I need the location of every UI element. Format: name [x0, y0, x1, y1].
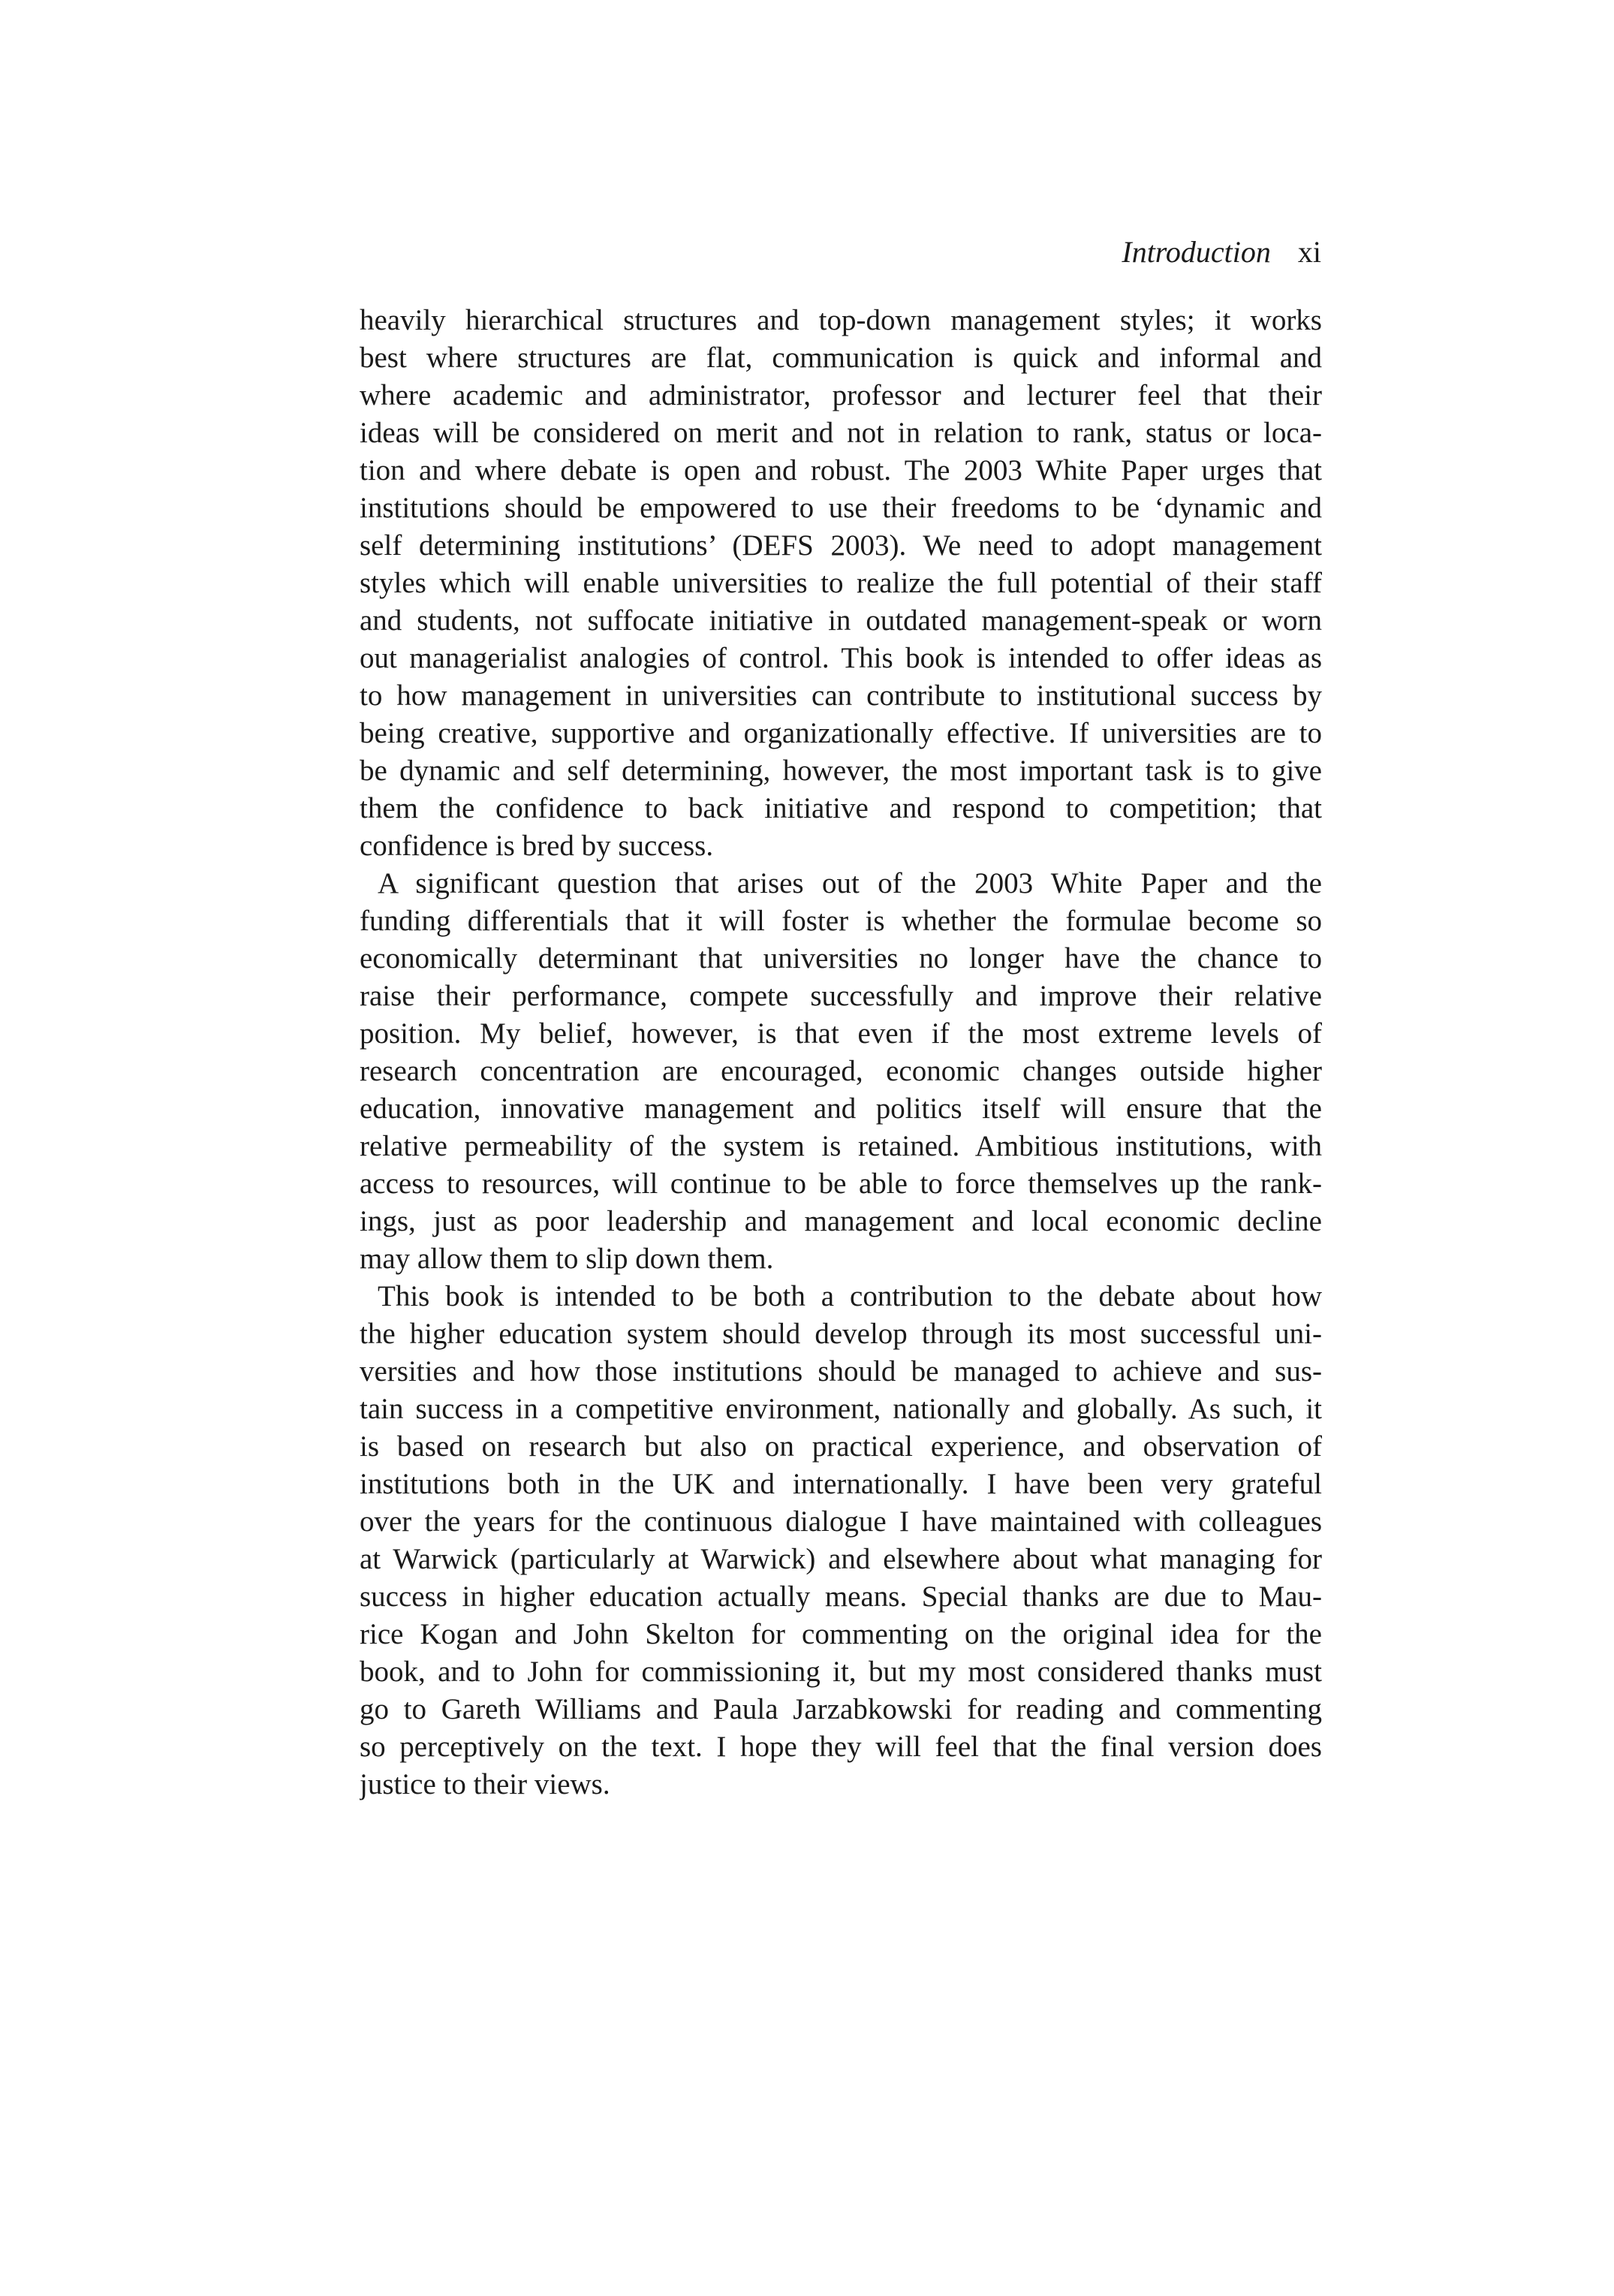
- running-header: [1122, 234, 1321, 270]
- text-line: tain success in a competitive environment, nationally and globally. As such, it: [360, 1393, 1322, 1425]
- text-line: the higher education system should develop through its most successful uni-: [360, 1318, 1322, 1350]
- text-line: where academic and administrator, professor and lecturer feel that their: [360, 379, 1322, 411]
- paragraph: [360, 1278, 1322, 1803]
- paragraph: [360, 302, 1322, 865]
- text-line: so perceptively on the text. I hope they will feel that the final version does: [360, 1731, 1322, 1763]
- text-line: raise their performance, compete successfully and improve their relative: [360, 980, 1322, 1012]
- text-line: economically determinant that universities no longer have the chance to: [360, 942, 1322, 975]
- text-line: to how management in universities can contribute to institutional success by: [360, 679, 1322, 712]
- text-line: A significant question that arises out of the 2003 White Paper and the: [378, 867, 1322, 899]
- text-line: versities and how those institutions should be managed to achieve and sus-: [360, 1355, 1322, 1388]
- text-line: ideas will be considered on merit and not in relation to rank, status or loca-: [360, 417, 1322, 449]
- text-line: them the confidence to back initiative and respond to competition; that: [360, 792, 1322, 824]
- text-line: go to Gareth Williams and Paula Jarzabkowski for reading and commenting: [360, 1693, 1322, 1725]
- text-line: and students, not suffocate initiative in outdated management-speak or worn: [360, 604, 1322, 637]
- text-line: relative permeability of the system is retained. Ambitious institutions, with: [360, 1130, 1322, 1162]
- text-line: self determining institutions’ (DEFS 2003). We need to adopt management: [360, 529, 1322, 562]
- text-line: tion and where debate is open and robust. The 2003 White Paper urges that: [360, 454, 1322, 487]
- text-line: position. My belief, however, is that even if the most extreme levels of: [360, 1017, 1322, 1050]
- text-line: being creative, supportive and organizationally effective. If universities are to: [360, 717, 1322, 749]
- text-line: best where structures are flat, communication is quick and informal and: [360, 342, 1322, 374]
- text-line: be dynamic and self determining, however, the most important task is to give: [360, 755, 1322, 787]
- text-line: success in higher education actually means. Special thanks are due to Mau-: [360, 1580, 1322, 1613]
- running-header-title: Introduction: [1122, 235, 1271, 269]
- text-line: ings, just as poor leadership and management and local economic decline: [360, 1205, 1322, 1237]
- text-line: This book is intended to be both a contribution to the debate about how: [378, 1280, 1322, 1312]
- text-line: access to resources, will continue to be able to force themselves up the rank-: [360, 1168, 1322, 1200]
- text-line: institutions should be empowered to use their freedoms to be ‘dynamic and: [360, 492, 1322, 524]
- text-line: is based on research but also on practical experience, and observation of: [360, 1430, 1322, 1463]
- text-line: funding differentials that it will foster is whether the formulae become so: [360, 905, 1322, 937]
- text-line: at Warwick (particularly at Warwick) and elsewhere about what managing for: [360, 1543, 1322, 1575]
- text-line: out managerialist analogies of control. This book is intended to offer ideas as: [360, 642, 1322, 674]
- text-line: heavily hierarchical structures and top-down management styles; it works: [360, 304, 1322, 336]
- text-line: over the years for the continuous dialogue I have maintained with colleagues: [360, 1505, 1322, 1538]
- paragraph: [360, 865, 1322, 1278]
- text-line: institutions both in the UK and internationally. I have been very grateful: [360, 1468, 1322, 1500]
- text-line: may allow them to slip down them.: [360, 1243, 774, 1275]
- text-line: rice Kogan and John Skelton for commenting on the original idea for the: [360, 1618, 1322, 1650]
- body-text: [360, 302, 1322, 1803]
- text-line: book, and to John for commissioning it, but my most considered thanks must: [360, 1656, 1322, 1688]
- text-line: justice to their views.: [360, 1768, 610, 1800]
- text-line: styles which will enable universities to realize the full potential of their staff: [360, 567, 1322, 599]
- text-line: research concentration are encouraged, economic changes outside higher: [360, 1055, 1322, 1087]
- text-line: education, innovative management and politics itself will ensure that the: [360, 1092, 1322, 1125]
- page-number: xi: [1297, 235, 1321, 269]
- text-line: confidence is bred by success.: [360, 830, 714, 862]
